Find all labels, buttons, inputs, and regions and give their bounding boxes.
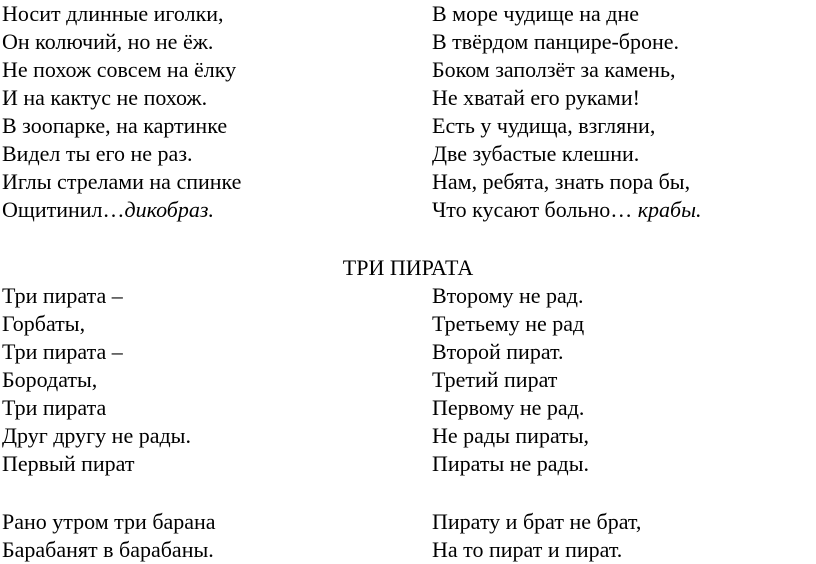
poem2-left-line-3: Три пирата – <box>2 339 123 364</box>
poem2-right-line-6: Не рады пираты, <box>432 423 590 448</box>
poem2-right-line-9: На то пират и пират. <box>432 537 623 562</box>
riddle-answer: дикобраз. <box>124 197 214 222</box>
poem2-right-line-1: Второму не рад. <box>432 283 584 308</box>
poem1-left-line-2: Он колючий, но не ёж. <box>2 29 214 54</box>
poem1-right-line-8 <box>432 196 702 224</box>
poem1-left-line-1: Носит длинные иголки, <box>2 1 224 26</box>
poem1-right-line-4: Не хватай его руками! <box>432 85 640 110</box>
poem2-left-line-1: Три пирата – <box>2 283 123 308</box>
poem2-right-line-4: Третий пират <box>432 367 558 392</box>
poem1-right-line-3: Боком заползёт за камень, <box>432 57 676 82</box>
poem2-left-line-7: Первый пират <box>2 451 135 476</box>
riddle-line-text: Ощитинил… <box>2 197 125 222</box>
poem1-right-line-7: Нам, ребята, знать пора бы, <box>432 169 691 194</box>
poem2-right-line-7: Пираты не рады. <box>432 451 590 476</box>
poem2-right-line-8: Пирату и брат не брат, <box>432 509 642 534</box>
poem1-left-line-3: Не похож совсем на ёлку <box>2 57 237 82</box>
poem2-left-line-6: Друг другу не рады. <box>2 423 191 448</box>
poem1-left-line-8 <box>2 196 214 224</box>
poem1-left-line-4: И на кактус не похож. <box>2 85 208 110</box>
poem2-title: ТРИ ПИРАТА <box>342 255 474 280</box>
poem1-left-line-5: В зоопарке, на картинке <box>2 113 228 138</box>
poem2-right-line-3: Второй пират. <box>432 339 564 364</box>
poem2-left-line-4: Бородаты, <box>2 367 98 392</box>
poem1-right-line-2: В твёрдом панцире-броне. <box>432 29 680 54</box>
poem1-right-line-5: Есть у чудища, взгляни, <box>432 113 656 138</box>
poem2-left-line-8: Рано утром три барана <box>2 509 216 534</box>
riddle-answer: крабы. <box>637 197 702 222</box>
poem2-right-line-2: Третьему не рад <box>432 311 585 336</box>
poem1-right-line-1: В море чудище на дне <box>432 1 639 26</box>
poem2-left-line-2: Горбаты, <box>2 311 86 336</box>
poem1-right-line-6: Две зубастые клешни. <box>432 141 640 166</box>
poem1-left-line-6: Видел ты его не раз. <box>2 141 193 166</box>
poem1-left-line-7: Иглы стрелами на спинке <box>2 169 242 194</box>
poem2-left-line-9: Барабанят в барабаны. <box>2 537 214 562</box>
poem2-left-line-5: Три пирата <box>2 395 107 420</box>
poem2-right-line-5: Первому не рад. <box>432 395 585 420</box>
riddle-line-text: Что кусают больно… <box>432 197 638 222</box>
